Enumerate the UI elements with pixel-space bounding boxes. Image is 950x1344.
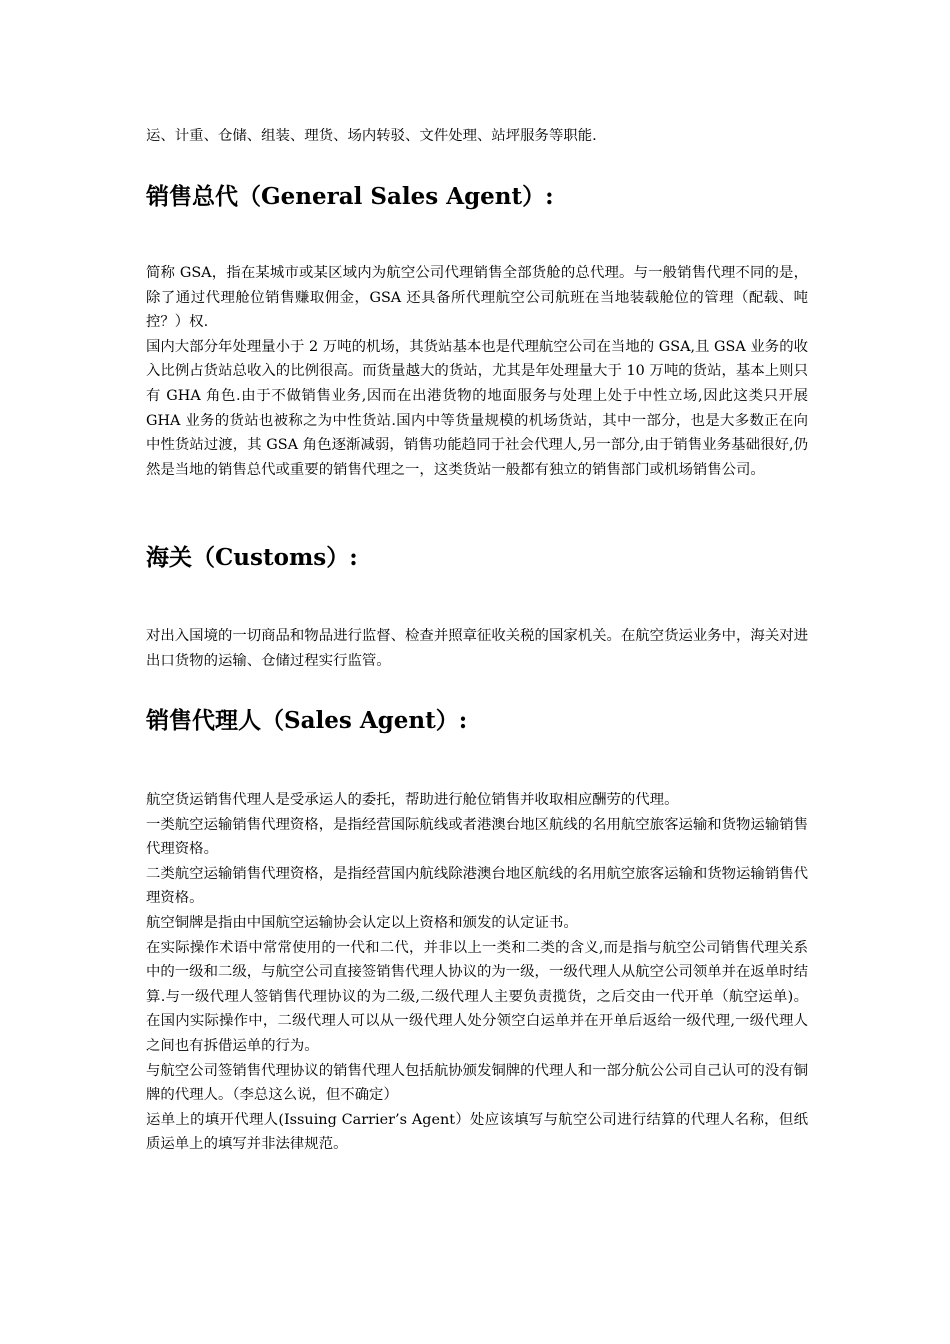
customs-body [146, 624, 808, 673]
continued-paragraph: 运、计重、仓储、组装、理货、场内转驳、文件处理、站坪服务等职能. [146, 128, 597, 144]
sales-agent-heading: 销售代理人（Sales Agent）: [146, 707, 468, 734]
gsa-heading: 销售总代（General Sales Agent）: [146, 183, 554, 210]
customs-paragraph-1: 对出入国境的一切商品和物品进行监督、检查并照章征收关税的国家机关。在航空货运业务中，海关对进出口货物的运输、仓储过程实行监管。 [146, 628, 808, 669]
gsa-paragraph-2: 国内大部分年处理量小于 2 万吨的机场，其货站基本也是代理航空公司在当地的 GSA,且 GSA 业务的收入比例占货站总收入的比例很高。而货量越大的货站，尤其是年处理量大于 10 万吨的货站，基本上则只有 GHA 角色.由于不做销售业务,因而在出港货物的地面服务与处理上处于中性立场,因此这类只开展 GHA 业务的货站也被称之为中性货站.国内中等货量规模的机场货站，其中一部分，也是大多数正在向中性货站过渡，其 GSA 角色逐渐减弱，销售功能趋同于社会代理人,另一部分,由于销售业务基础很好,仍然是当地的销售总代或重要的销售代理之一，这类货站一般都有独立的销售部门或机场销售公司。 [146, 338, 808, 478]
sales-agent-paragraph-4: 航空铜牌是指由中国航空运输协会认定以上资格和颁发的认定证书。 [146, 914, 578, 931]
sales-agent-paragraph-3: 二类航空运输销售代理资格，是指经营国内航线除港澳台地区航线的名用航空旅客运输和货物运输销售代理资格。 [146, 865, 808, 907]
sales-agent-paragraph-1: 航空货运销售代理人是受承运人的委托，帮助进行舱位销售并收取相应酬劳的代理。 [146, 792, 679, 808]
sales-agent-body [146, 788, 808, 1157]
sales-agent-paragraph-6: 与航空公司签销售代理协议的销售代理人包括航协颁发铜牌的代理人和一部分航公公司自己认可的没有铜牌的代理人。（李总这么说，但不确定） [146, 1062, 808, 1104]
sales-agent-paragraph-7: 运单上的填开代理人(Issuing Carrier’s Agent）处应该填写与航空公司进行结算的代理人名称，但纸质运单上的填写并非法律规范。 [146, 1111, 808, 1153]
sales-agent-paragraph-5: 在实际操作术语中常常使用的一代和二代，并非以上一类和二类的含义,而是指与航空公司销售代理关系中的一级和二级，与航空公司直接签销售代理人协议的为一级，一级代理人从航空公司领单并在返单时结算.与一级代理人签销售代理协议的为二级,二级代理人主要负责揽货，之后交由一代开单（航空运单)。在国内实际操作中，二级代理人可以从一级代理人处分领空白运单并在开单后返给一级代理,一级代理人之间也有拆借运单的行为。 [146, 939, 808, 1054]
gsa-paragraph-1: 简称 GSA，指在某城市或某区域内为航空公司代理销售全部货舱的总代理。与一般销售代理不同的是，除了通过代理舱位销售赚取佣金，GSA 还具备所代理航空公司航班在当地装载舱位的管理（配载、吨控？）权. [146, 265, 808, 331]
customs-heading: 海关（Customs）: [146, 544, 358, 571]
sales-agent-paragraph-2: 一类航空运输销售代理资格，是指经营国际航线或者港澳台地区航线的名用航空旅客运输和货物运输销售代理资格。 [146, 816, 808, 858]
gsa-body [146, 261, 808, 482]
